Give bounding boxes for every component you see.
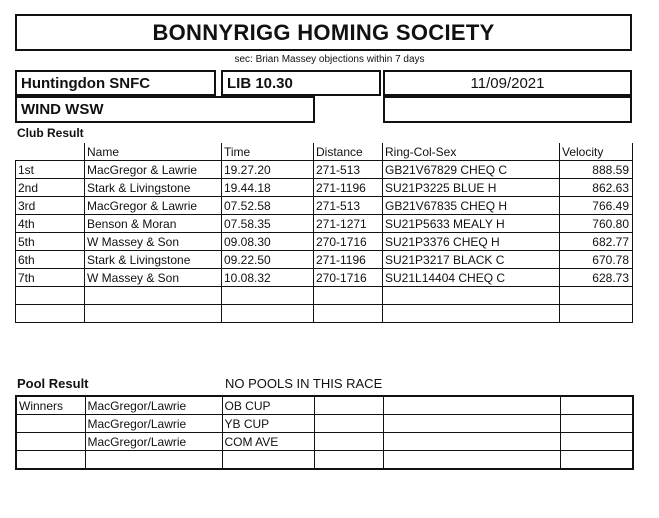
empty-cell bbox=[222, 451, 314, 470]
cell-pos: 2nd bbox=[16, 179, 85, 197]
cell-distance: 270-1716 bbox=[314, 269, 383, 287]
empty-cell bbox=[560, 287, 633, 305]
cell-ring: GB21V67829 CHEQ C bbox=[383, 161, 560, 179]
empty-cell bbox=[314, 305, 383, 323]
empty-cell bbox=[560, 305, 633, 323]
cell-time: 09.22.50 bbox=[222, 251, 314, 269]
empty-cell bbox=[85, 305, 222, 323]
table-row bbox=[16, 197, 633, 215]
cell-distance: 271-513 bbox=[314, 161, 383, 179]
cell-name: MacGregor & Lawrie bbox=[85, 197, 222, 215]
liberation-time: LIB 10.30 bbox=[221, 70, 381, 96]
column-header: Ring-Col-Sex bbox=[383, 143, 560, 161]
cell-name: MacGregor/Lawrie bbox=[85, 415, 222, 433]
empty-cell bbox=[314, 396, 383, 415]
empty-cell bbox=[383, 433, 560, 451]
empty-cell bbox=[222, 305, 314, 323]
cell-name: MacGregor & Lawrie bbox=[85, 161, 222, 179]
empty-cell bbox=[560, 396, 633, 415]
race-date: 11/09/2021 bbox=[383, 70, 632, 96]
empty-cell bbox=[16, 305, 85, 323]
cell-ring: SU21P3376 CHEQ H bbox=[383, 233, 560, 251]
empty-cell bbox=[560, 433, 633, 451]
table-row bbox=[16, 161, 633, 179]
column-header: Velocity bbox=[560, 143, 633, 161]
cell-distance: 270-1716 bbox=[314, 233, 383, 251]
table-row bbox=[16, 251, 633, 269]
wind-direction: WIND WSW bbox=[15, 96, 315, 123]
cell-ring: SU21P3217 BLACK C bbox=[383, 251, 560, 269]
cell-velocity: 682.77 bbox=[560, 233, 633, 251]
empty-cell bbox=[85, 287, 222, 305]
cell-time: 09.08.30 bbox=[222, 233, 314, 251]
pool-note: NO POOLS IN THIS RACE bbox=[225, 376, 383, 391]
cell-time: 10.08.32 bbox=[222, 269, 314, 287]
cell-name: Stark & Livingstone bbox=[85, 179, 222, 197]
empty-cell bbox=[314, 415, 383, 433]
cell-name: Stark & Livingstone bbox=[85, 251, 222, 269]
cell-time: 07.58.35 bbox=[222, 215, 314, 233]
page-title: BONNYRIGG HOMING SOCIETY bbox=[15, 14, 632, 51]
table-row bbox=[16, 179, 633, 197]
cell-velocity: 888.59 bbox=[560, 161, 633, 179]
column-header: Time bbox=[222, 143, 314, 161]
cell-pos: 1st bbox=[16, 161, 85, 179]
pool-row bbox=[16, 433, 633, 451]
empty-cell bbox=[16, 287, 85, 305]
cell-velocity: 670.78 bbox=[560, 251, 633, 269]
empty-cell bbox=[383, 305, 560, 323]
cell-ring: SU21P3225 BLUE H bbox=[383, 179, 560, 197]
cell-pool: OB CUP bbox=[222, 396, 314, 415]
column-header: Name bbox=[85, 143, 222, 161]
empty-cell bbox=[383, 287, 560, 305]
empty-cell bbox=[16, 451, 85, 470]
cell-distance: 271-513 bbox=[314, 197, 383, 215]
cell-winners: Winners bbox=[16, 396, 85, 415]
cell-ring: SU21P5633 MEALY H bbox=[383, 215, 560, 233]
cell-pos: 7th bbox=[16, 269, 85, 287]
empty-row bbox=[16, 287, 633, 305]
empty-cell bbox=[383, 451, 560, 470]
empty-cell bbox=[314, 287, 383, 305]
cell-pos: 4th bbox=[16, 215, 85, 233]
cell-velocity: 766.49 bbox=[560, 197, 633, 215]
empty-cell bbox=[314, 433, 383, 451]
cell-pos: 6th bbox=[16, 251, 85, 269]
empty-cell bbox=[560, 451, 633, 470]
cell-pool: COM AVE bbox=[222, 433, 314, 451]
cell-pos: 3rd bbox=[16, 197, 85, 215]
cell-name: MacGregor/Lawrie bbox=[85, 396, 222, 415]
column-header: Distance bbox=[314, 143, 383, 161]
club-result-label: Club Result bbox=[17, 126, 84, 140]
cell-distance: 271-1271 bbox=[314, 215, 383, 233]
cell-velocity: 862.63 bbox=[560, 179, 633, 197]
cell-name: W Massey & Son bbox=[85, 269, 222, 287]
cell-distance: 271-1196 bbox=[314, 179, 383, 197]
pool-result-label: Pool Result bbox=[17, 376, 89, 391]
empty-row bbox=[16, 305, 633, 323]
cell-velocity: 760.80 bbox=[560, 215, 633, 233]
empty-cell bbox=[314, 451, 383, 470]
cell-name: MacGregor/Lawrie bbox=[85, 433, 222, 451]
cell-distance: 271-1196 bbox=[314, 251, 383, 269]
empty-cell bbox=[383, 396, 560, 415]
cell-ring: GB21V67835 CHEQ H bbox=[383, 197, 560, 215]
cell-pos: 5th bbox=[16, 233, 85, 251]
table-row bbox=[16, 215, 633, 233]
secretary-note: sec: Brian Massey objections within 7 days bbox=[234, 54, 425, 65]
pool-result-table bbox=[15, 395, 634, 470]
cell-winners bbox=[16, 415, 85, 433]
cell-time: 07.52.58 bbox=[222, 197, 314, 215]
club-result-table bbox=[15, 143, 633, 323]
table-header-row bbox=[16, 143, 633, 161]
column-header bbox=[16, 143, 85, 161]
empty-cell bbox=[85, 451, 222, 470]
empty-cell bbox=[383, 415, 560, 433]
empty-cell bbox=[222, 287, 314, 305]
cell-name: Benson & Moran bbox=[85, 215, 222, 233]
pool-row bbox=[16, 415, 633, 433]
table-row bbox=[16, 233, 633, 251]
cell-time: 19.27.20 bbox=[222, 161, 314, 179]
cell-velocity: 628.73 bbox=[560, 269, 633, 287]
cell-pool: YB CUP bbox=[222, 415, 314, 433]
cell-ring: SU21L14404 CHEQ C bbox=[383, 269, 560, 287]
empty-row bbox=[16, 451, 633, 470]
race-location: Huntingdon SNFC bbox=[15, 70, 216, 96]
cell-time: 19.44.18 bbox=[222, 179, 314, 197]
cell-winners bbox=[16, 433, 85, 451]
empty-info-box bbox=[383, 96, 632, 123]
empty-cell bbox=[560, 415, 633, 433]
table-row bbox=[16, 269, 633, 287]
cell-name: W Massey & Son bbox=[85, 233, 222, 251]
pool-row bbox=[16, 396, 633, 415]
